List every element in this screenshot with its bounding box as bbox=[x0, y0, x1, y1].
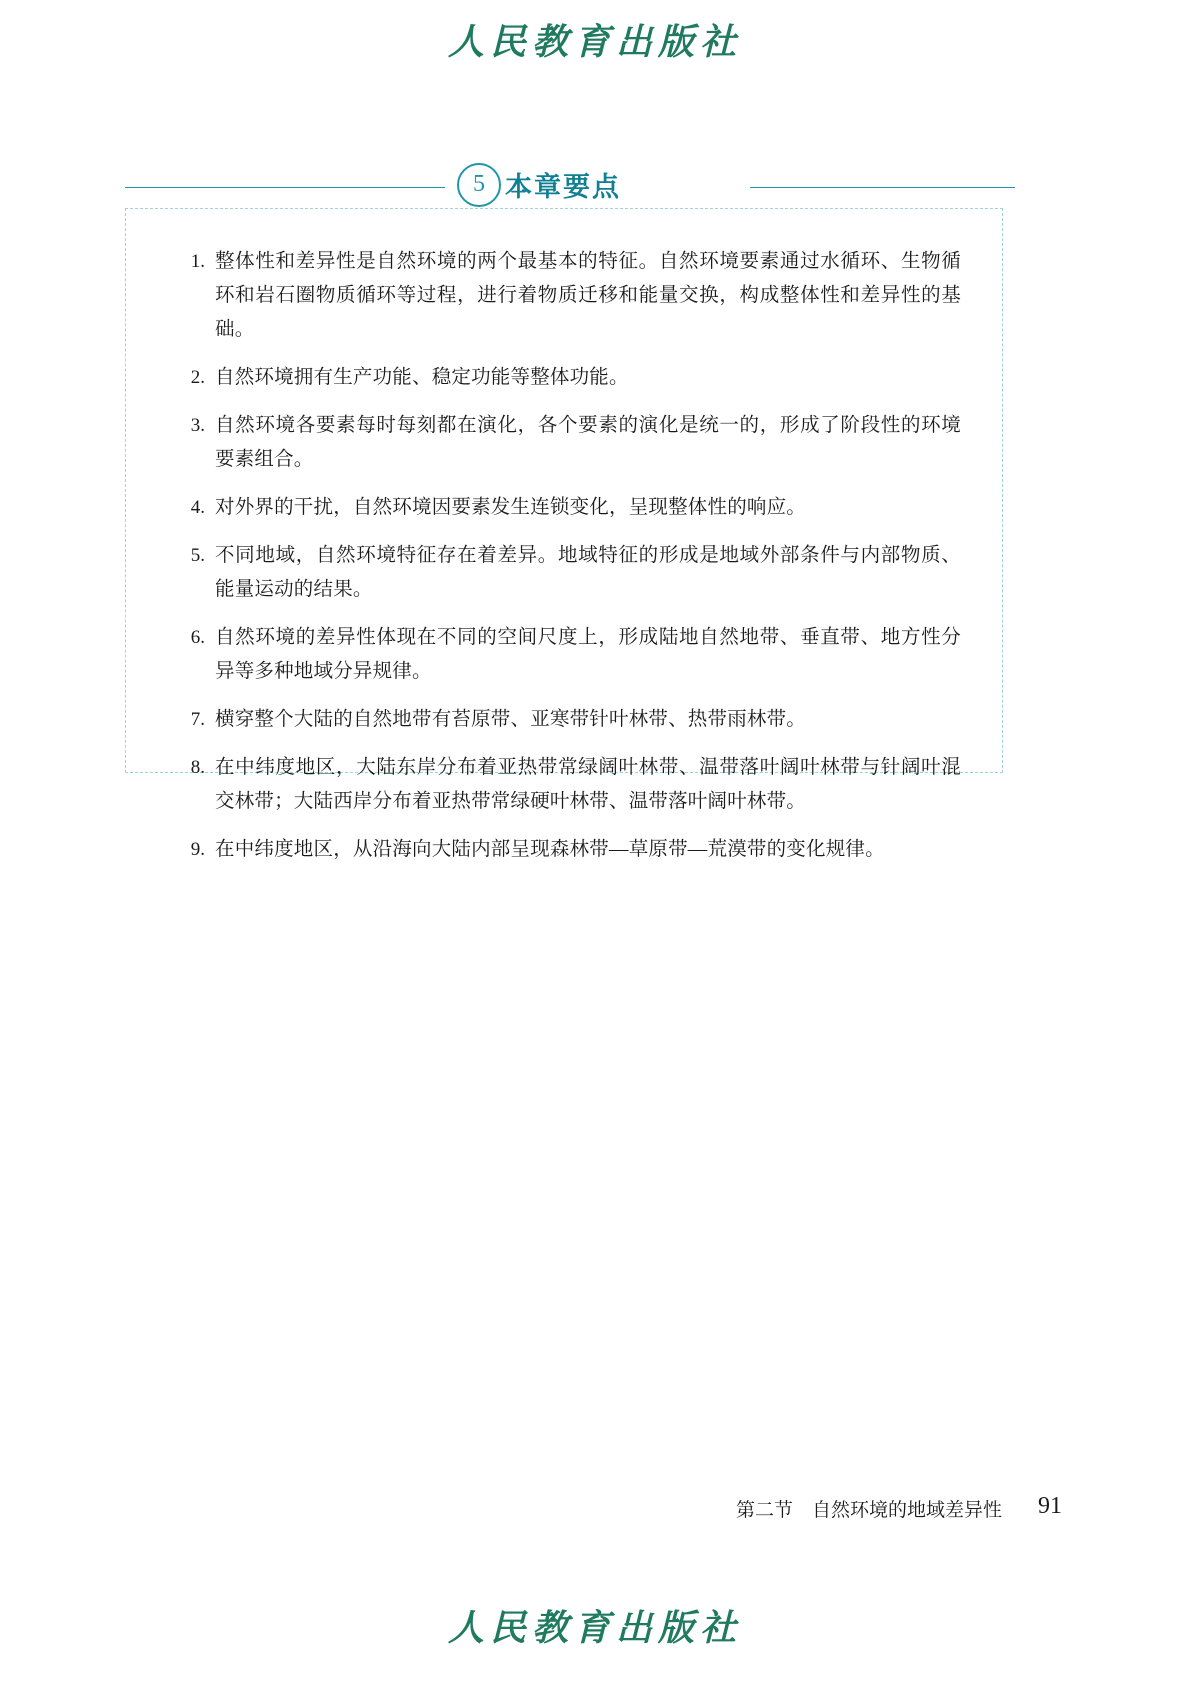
header-rule-left bbox=[125, 187, 445, 188]
list-item-text: 横穿整个大陆的自然地带有苔原带、亚寒带针叶林带、热带雨林带。 bbox=[215, 709, 807, 730]
header-rule-right bbox=[750, 187, 1015, 188]
list-item-number: 1. bbox=[190, 251, 205, 272]
publisher-logo-top: 人民教育出版社 bbox=[447, 22, 742, 62]
section-number-badge: 5 bbox=[457, 163, 501, 207]
footer-section-label: 第二节 自然环境的地域差异性 bbox=[735, 1500, 1002, 1521]
list-item-text: 自然环境拥有生产功能、稳定功能等整体功能。 bbox=[215, 367, 629, 388]
list-item-text: 不同地域，自然环境特征存在着差异。地域特征的形成是地域外部条件与内部物质、能量运动的结果。 bbox=[215, 545, 961, 600]
list-item bbox=[171, 751, 961, 819]
key-points-list bbox=[171, 245, 961, 881]
publisher-logo-bottom: 人民教育出版社 bbox=[447, 1608, 742, 1648]
list-item-number: 2. bbox=[190, 367, 205, 388]
list-item-text: 整体性和差异性是自然环境的两个最基本的特征。自然环境要素通过水循环、生物循环和岩石圈物质循环等过程，进行着物质迁移和能量交换，构成整体性和差异性的基础。 bbox=[215, 251, 961, 340]
list-item-number: 9. bbox=[190, 839, 205, 860]
list-item bbox=[171, 361, 961, 395]
list-item-text: 自然环境各要素每时每刻都在演化，各个要素的演化是统一的，形成了阶段性的环境要素组合。 bbox=[215, 415, 961, 470]
list-item-number: 8. bbox=[190, 757, 205, 778]
list-item-text: 自然环境的差异性体现在不同的空间尺度上，形成陆地自然地带、垂直带、地方性分异等多种地域分异规律。 bbox=[215, 627, 961, 682]
list-item bbox=[171, 833, 961, 867]
list-item bbox=[171, 409, 961, 477]
section-header bbox=[125, 155, 1015, 209]
list-item-number: 7. bbox=[190, 709, 205, 730]
page-number: 91 bbox=[1038, 1493, 1062, 1519]
list-item-number: 4. bbox=[190, 497, 205, 518]
list-item bbox=[171, 491, 961, 525]
page-footer bbox=[0, 1495, 1190, 1525]
list-item-text: 在中纬度地区，大陆东岸分布着亚热带常绿阔叶林带、温带落叶阔叶林带与针阔叶混交林带；大陆西岸分布着亚热带常绿硬叶林带、温带落叶阔叶林带。 bbox=[215, 757, 961, 812]
list-item-number: 6. bbox=[190, 627, 205, 648]
list-item-text: 在中纬度地区，从沿海向大陆内部呈现森林带—草原带—荒漠带的变化规律。 bbox=[215, 839, 885, 860]
list-item-number: 3. bbox=[190, 415, 205, 436]
list-item bbox=[171, 539, 961, 607]
list-item bbox=[171, 245, 961, 347]
list-item bbox=[171, 703, 961, 737]
key-points-box bbox=[125, 208, 1003, 860]
page-title: 本章要点 bbox=[505, 172, 621, 202]
list-item-number: 5. bbox=[190, 545, 205, 566]
list-item bbox=[171, 621, 961, 689]
list-item-text: 对外界的干扰，自然环境因要素发生连锁变化，呈现整体性的响应。 bbox=[215, 497, 807, 518]
